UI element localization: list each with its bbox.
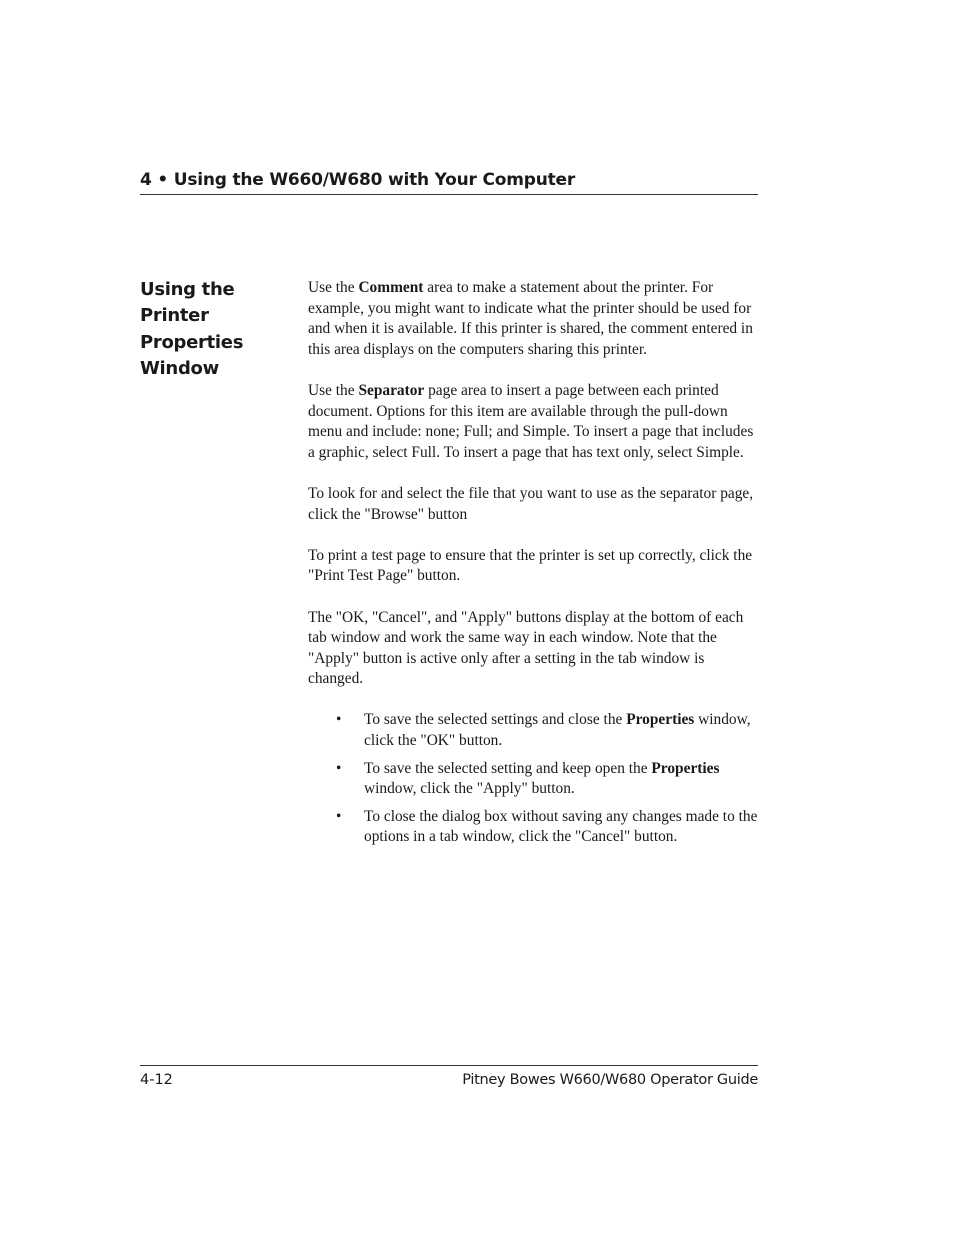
list-item: • To save the selected settings and close the Properties window, click the "OK" button. <box>336 711 751 750</box>
section-heading-line: Printer <box>140 305 209 327</box>
guide-title: Pitney Bowes W660/W680 Operator Guide <box>462 1072 758 1088</box>
paragraph-browse: To look for and select the file that you want to use as the separator page, click the "Browse" button <box>308 484 754 523</box>
footer-divider <box>140 1065 758 1066</box>
paragraph-buttons: The "OK, "Cancel", and "Apply" buttons display at the bottom of each tab window and work the same way in each window. Note that the "Apply" button is active only after a setting in the tab window is changed. <box>308 608 744 688</box>
paragraph-test-page: To print a test page to ensure that the printer is set up correctly, click the "Print Test Page" button. <box>308 546 753 585</box>
bullet-icon: • <box>336 807 342 825</box>
page-footer <box>140 1069 758 1093</box>
bullet-list <box>308 710 763 848</box>
section-heading-line: Using the <box>140 279 235 300</box>
bullet-icon: • <box>336 759 342 777</box>
bullet-icon: • <box>336 711 342 729</box>
section-heading-line: Properties <box>140 331 244 353</box>
body-text <box>308 278 763 855</box>
list-item: • To close the dialog box without saving any changes made to the options in a tab window, click the "Cancel" button. <box>336 807 758 846</box>
section-heading <box>140 277 290 382</box>
term-properties: Properties <box>651 759 720 777</box>
section-heading-line: Window <box>140 357 219 379</box>
page-number: 4-12 <box>140 1072 173 1088</box>
term-comment: Comment <box>358 279 424 296</box>
list-item: • To save the selected setting and keep open the Properties window, click the "Apply" button. <box>336 759 720 798</box>
paragraph-comment: Use the Comment area to make a statement about the printer. For example, you might want to indicate what the printer should be used for and when it is available. If this printer is shared, the comment entered in this area displays on the computers sharing this printer. <box>308 279 753 358</box>
term-separator: Separator <box>358 381 425 399</box>
paragraph-separator: Use the Separator page area to insert a page between each printed document. Options for this item are available through the pull-down menu and include: none; Full; and Simple. To insert a page that includes a graphic, select Full. To insert a page that has text only, select Simple. <box>308 381 754 461</box>
term-properties: Properties <box>626 711 695 729</box>
chapter-header <box>140 168 758 195</box>
chapter-title: 4 • Using the W660/W680 with Your Computer <box>140 170 576 190</box>
